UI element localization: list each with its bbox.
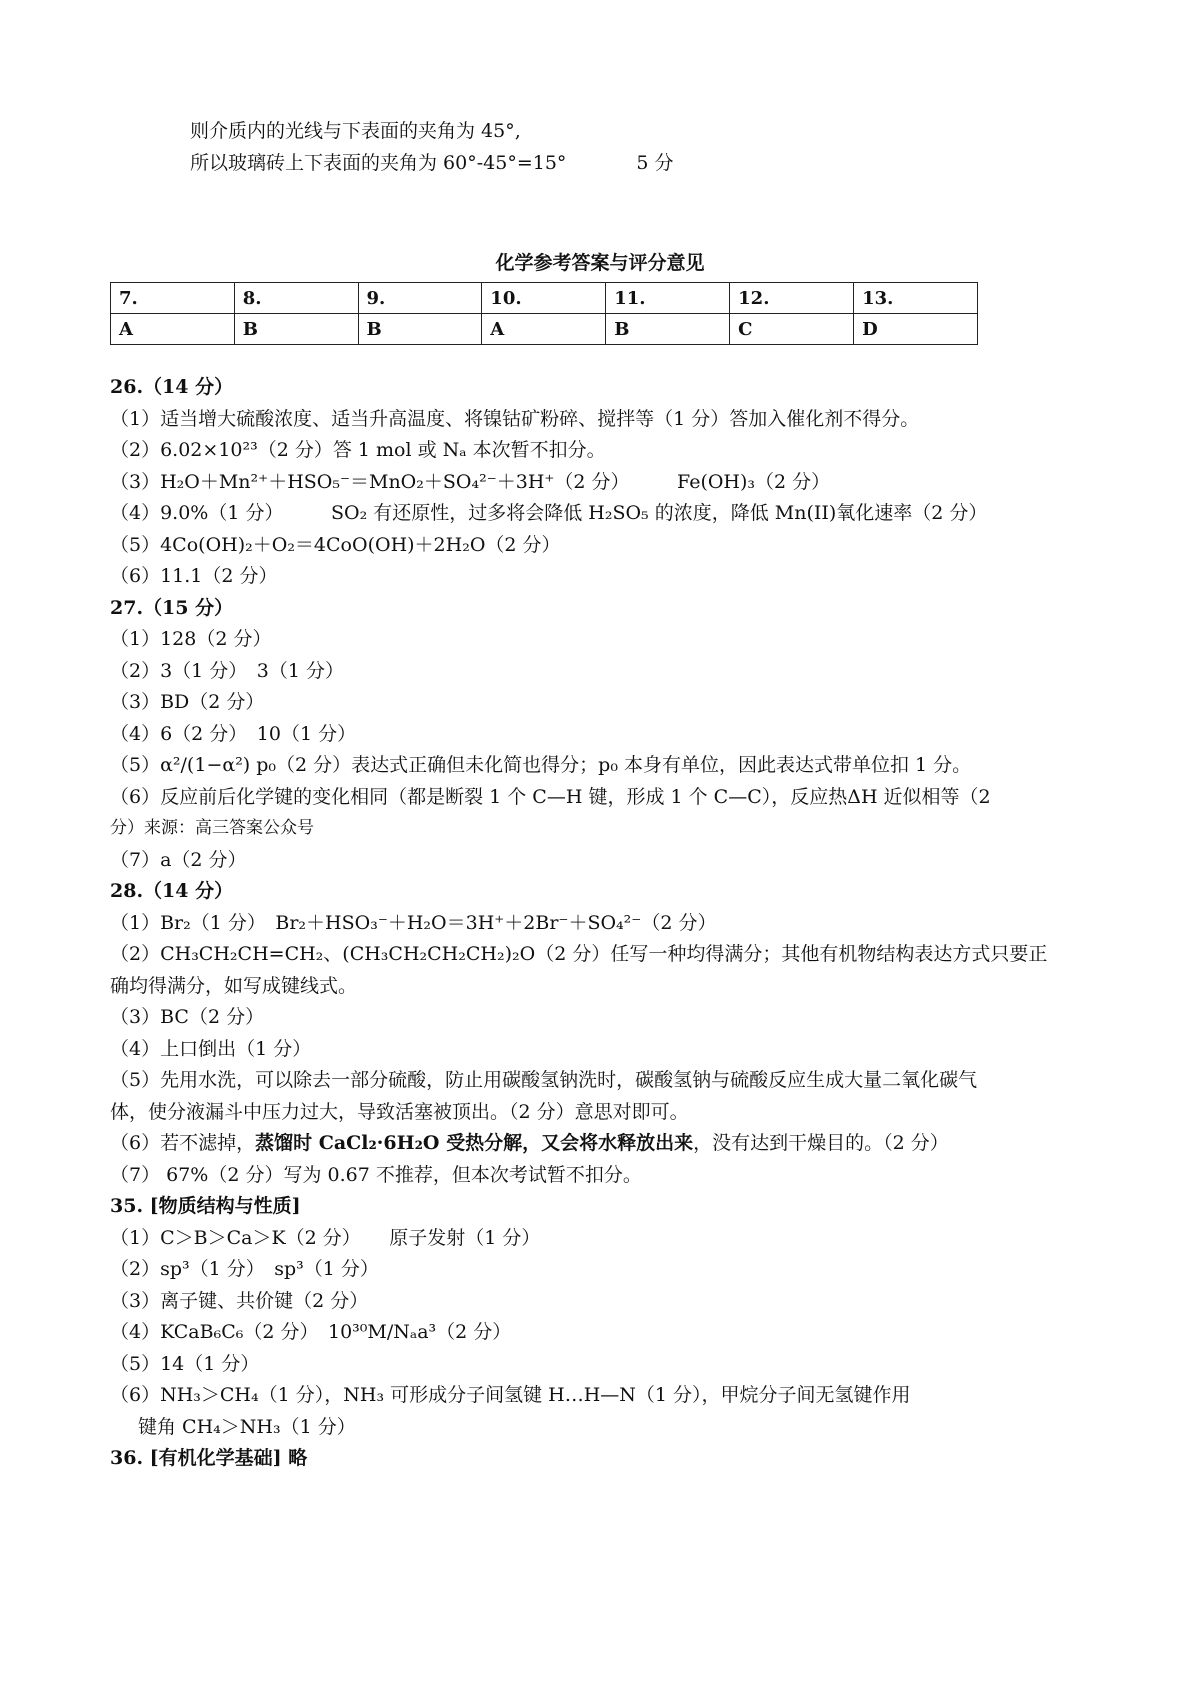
q28-line: （7） 67%（2 分）写为 0.67 不推荐，但本次考试暂不扣分。	[110, 1163, 642, 1186]
q35-line: （2）sp³（1 分） sp³（1 分）	[110, 1258, 379, 1280]
q35-line: （1）C＞B＞Ca＞K（2 分） 原子发射（1 分）	[110, 1226, 541, 1249]
table-row-answers	[111, 314, 978, 345]
q27-line: （5）α²/(1−α²) p₀（2 分）表达式正确但未化简也得分；p₀ 本身有单位，因此表达式带单位扣 1 分。	[110, 754, 972, 776]
table-cell: B	[606, 314, 730, 345]
q27-line: （4）6（2 分） 10（1 分）	[110, 722, 357, 745]
q26-line: （2）6.02×10²³（2 分）答 1 mol 或 Nₐ 本次暂不扣分。	[110, 439, 606, 461]
intro-line-1: 则介质内的光线与下表面的夹角为 45°,	[190, 120, 521, 142]
physics-answer-tail	[190, 115, 674, 179]
choice-answer-table	[110, 282, 978, 345]
answer-content	[110, 372, 1090, 1475]
q35-line: （3）离子键、共价键（2 分）	[110, 1289, 369, 1312]
q27-heading: 27.（15 分）	[110, 596, 234, 619]
q26-line: （5）4Co(OH)₂＋O₂＝4CoO(OH)＋2H₂O（2 分）	[110, 533, 561, 556]
q35-heading: 35. [物质结构与性质]	[110, 1195, 301, 1217]
q36-heading: 36. [有机化学基础] 略	[110, 1447, 308, 1469]
table-cell: 13.	[854, 283, 978, 314]
q26-heading: 26.（14 分）	[110, 376, 234, 398]
q28-line: （4）上口倒出（1 分）	[110, 1037, 312, 1060]
intro-line-2	[190, 147, 674, 179]
q28-line-part: （6）若不滤掉，	[110, 1132, 256, 1154]
q28-line: 体，使分液漏斗中压力过大，导致活塞被顶出。（2 分）意思对即可。	[110, 1100, 689, 1123]
q28-line-bold: 蒸馏时 CaCl₂·6H₂O 受热分解，又会将水释放出来	[255, 1132, 694, 1154]
q28-heading: 28.（14 分）	[110, 880, 234, 902]
q28-line: 确均得满分，如写成键线式。	[110, 974, 358, 997]
q26-line: （6）11.1（2 分）	[110, 565, 278, 587]
q26-line: （4）9.0%（1 分） SO₂ 有还原性，过多将会降低 H₂SO₅ 的浓度，降低 Mn(II)氧化速率（2 分）	[110, 502, 988, 524]
q28-line: （3）BC（2 分）	[110, 1006, 265, 1028]
table-cell: D	[854, 314, 978, 345]
q26-line: （1）适当增大硫酸浓度、适当升高温度、将镍钴矿粉碎、搅拌等（1 分）答加入催化剂不得分。	[110, 407, 920, 430]
intro-line-2-text: 所以玻璃砖上下表面的夹角为 60°-45°=15°	[190, 152, 567, 174]
q27-line: （6）反应前后化学键的变化相同（都是断裂 1 个 C—H 键，形成 1 个 C—C），反应热ΔH 近似相等（2	[110, 785, 991, 808]
table-cell: 9.	[358, 283, 482, 314]
table-cell: A	[111, 314, 235, 345]
table-cell: B	[358, 314, 482, 345]
table-cell: 11.	[606, 283, 730, 314]
q27-line: 分）来源：高三答案公众号	[110, 818, 314, 838]
q28-line: （2）CH₃CH₂CH=CH₂、(CH₃CH₂CH₂CH₂)₂O（2 分）任写一种均得满分；其他有机物结构表达方式只要正	[110, 943, 1048, 965]
table-cell: B	[234, 314, 358, 345]
q28-line: （1）Br₂（1 分） Br₂＋HSO₃⁻＋H₂O＝3H⁺＋2Br⁻＋SO₄²⁻（2 分）	[110, 911, 717, 934]
table-row-numbers	[111, 283, 978, 314]
q28-line-part: ，没有达到干燥目的。（2 分）	[693, 1132, 949, 1154]
q27-line: （1）128（2 分）	[110, 628, 272, 650]
table-cell: 10.	[482, 283, 606, 314]
q35-line: （5）14（1 分）	[110, 1352, 260, 1375]
q28-line	[110, 1128, 1090, 1160]
table-cell: 12.	[730, 283, 854, 314]
q27-line: （3）BD（2 分）	[110, 691, 265, 713]
q27-line: （7）a（2 分）	[110, 848, 247, 871]
q35-line: （6）NH₃＞CH₄（1 分），NH₃ 可形成分子间氢键 H…H—N（1 分），甲烷分子间无氢键作用	[110, 1384, 911, 1406]
table-cell: 7.	[111, 283, 235, 314]
table-cell: 8.	[234, 283, 358, 314]
section-title: 化学参考答案与评分意见	[495, 252, 705, 274]
q27-line: （2）3（1 分） 3（1 分）	[110, 659, 345, 682]
q35-line: （4）KCaB₆C₆（2 分） 10³⁰M/Nₐa³（2 分）	[110, 1321, 512, 1343]
table-cell: A	[482, 314, 606, 345]
intro-score: 5 分	[636, 152, 674, 174]
q35-line: 键角 CH₄＞NH₃（1 分）	[138, 1415, 356, 1438]
table-cell: C	[730, 314, 854, 345]
q28-line: （5）先用水洗，可以除去一部分硫酸，防止用碳酸氢钠洗时，碳酸氢钠与硫酸反应生成大量二氧化碳气	[110, 1069, 978, 1091]
q26-line: （3）H₂O＋Mn²⁺＋HSO₅⁻＝MnO₂＋SO₄²⁻＋3H⁺（2 分） Fe(OH)₃（2 分）	[110, 470, 831, 493]
